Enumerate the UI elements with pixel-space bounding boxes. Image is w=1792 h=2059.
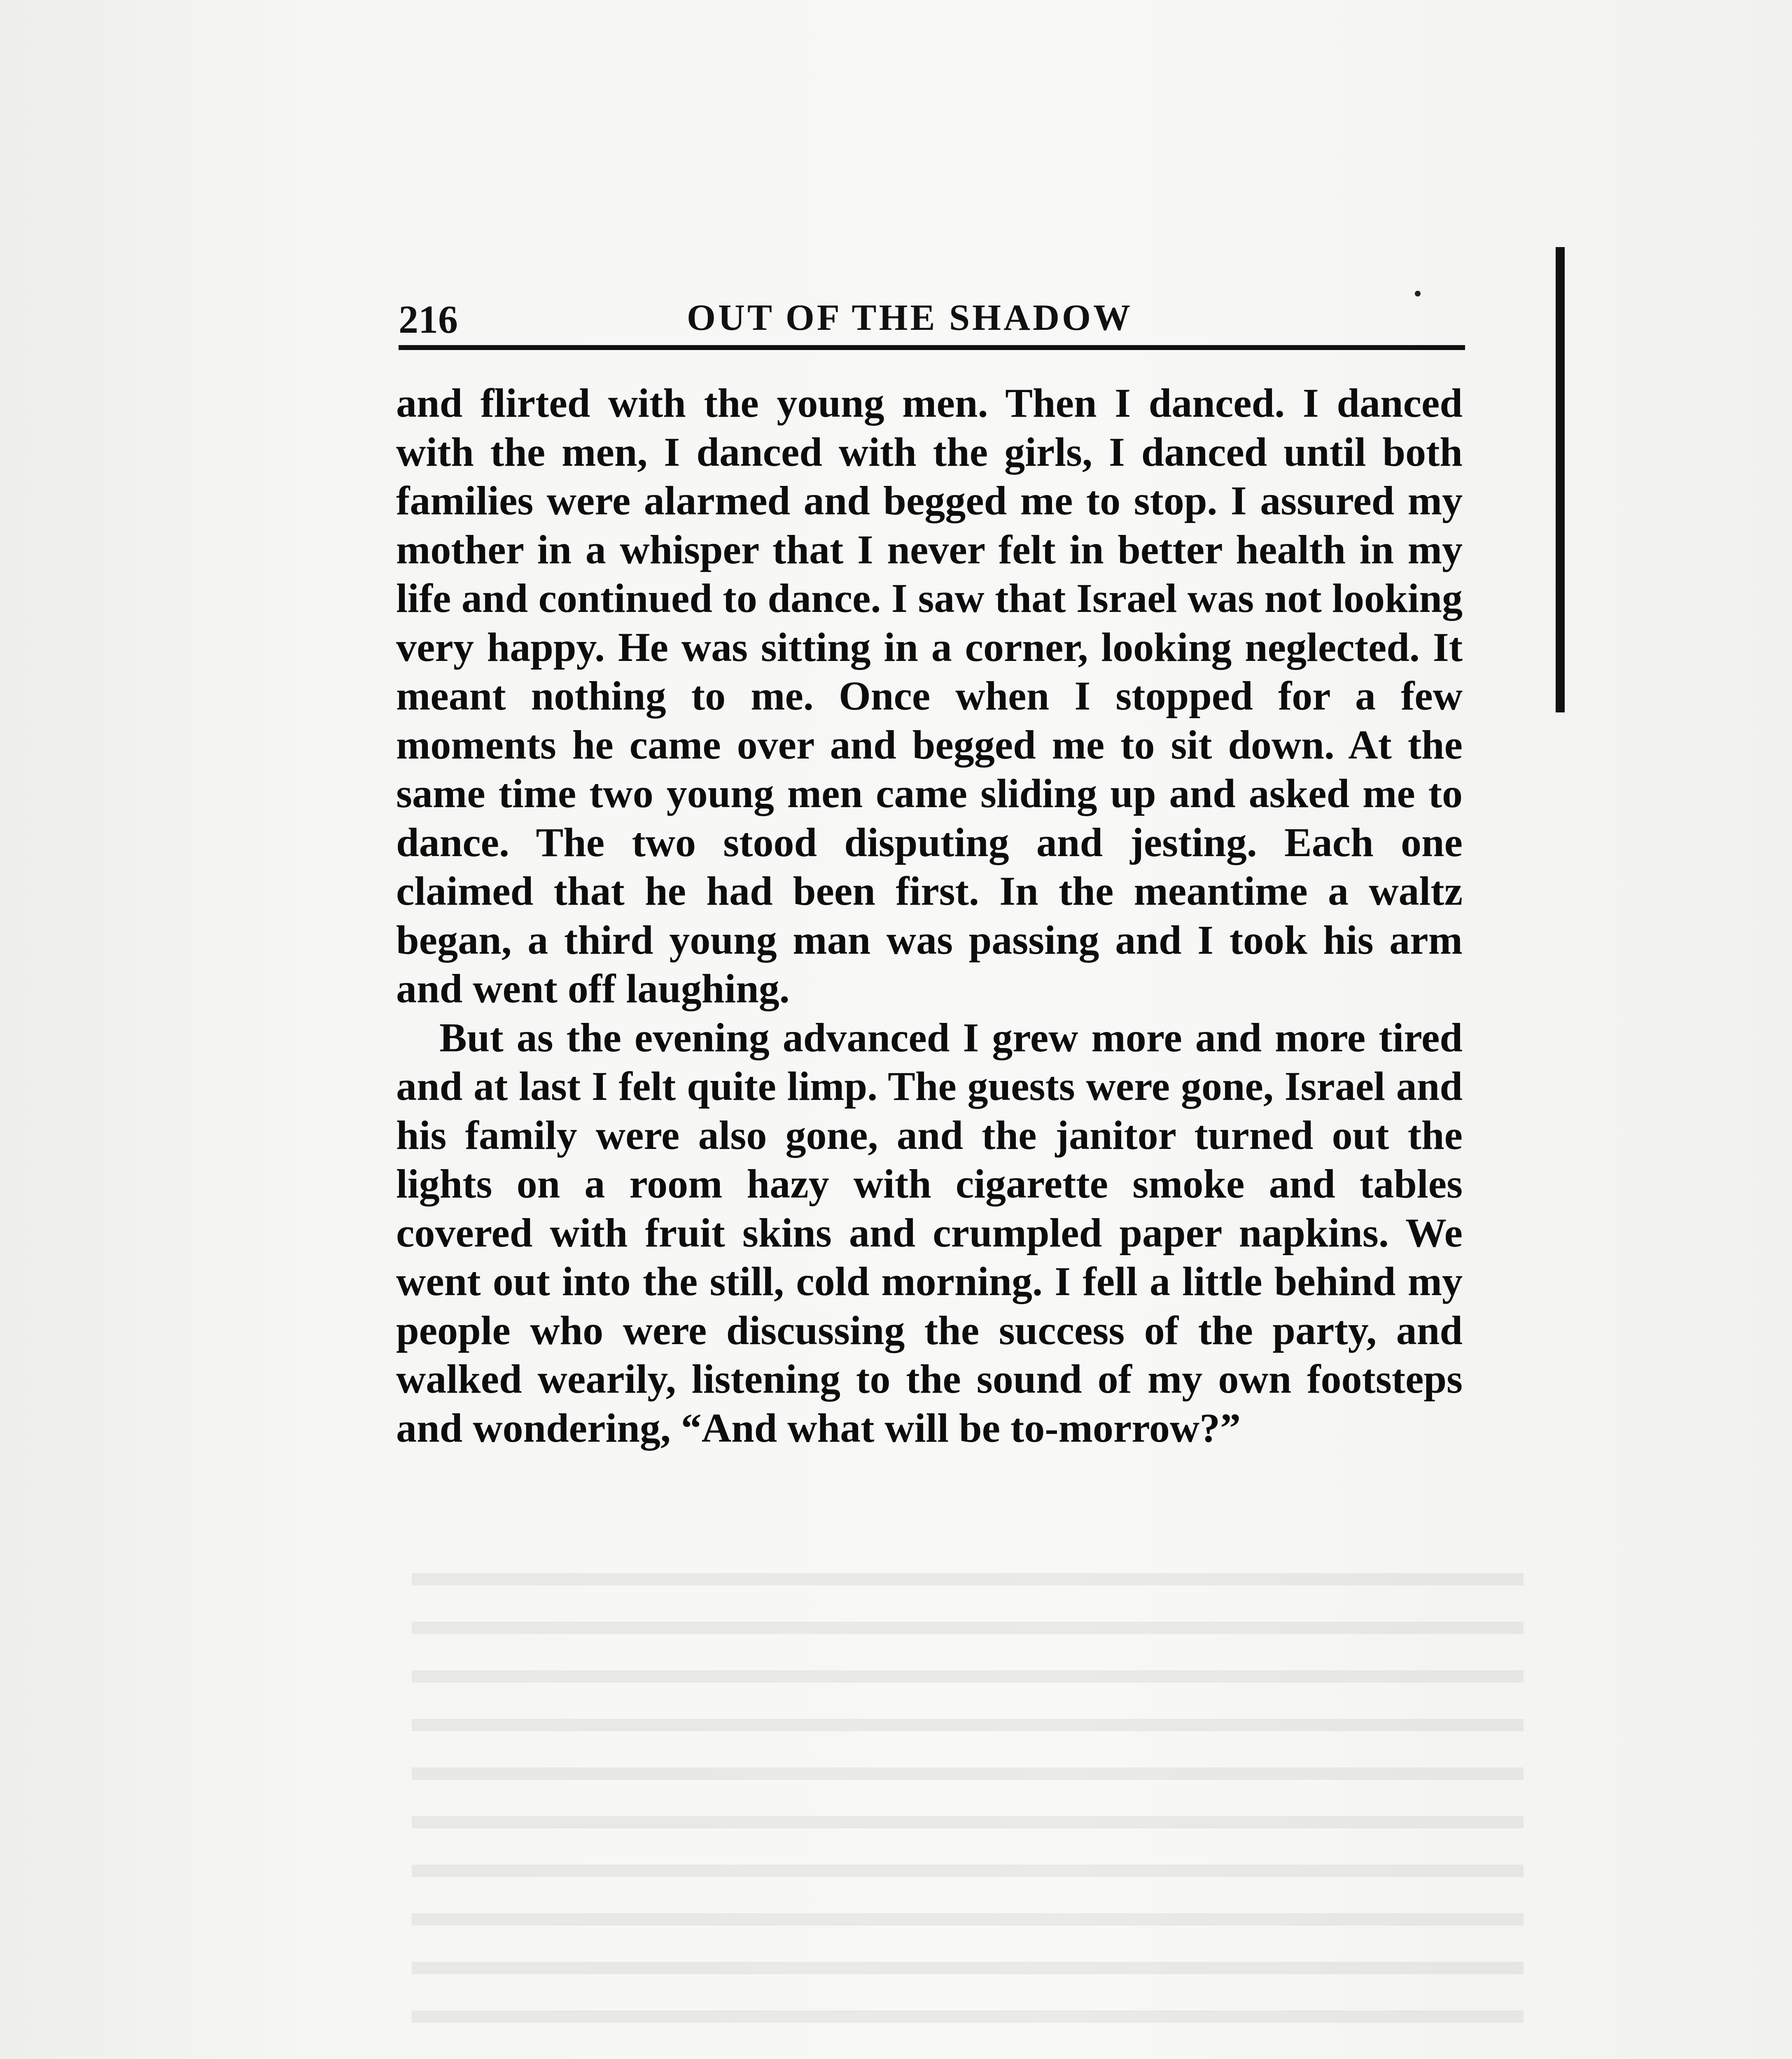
body-text [396,379,1463,1452]
running-title: OUT OF THE SHADOW [687,297,1133,338]
paragraph-1: and flirted with the young men. Then I danced. I danced with the men, I danced with the girls, I danced until both families were alarmed and begged me to stop. I assured my mother in a whisper that I never felt in better health in my life and continued to dance. I saw that Israel was not looking very happy. He was sitting in a corner, looking neglected. It meant nothing to me. Once when I stopped for a few moments he came over and begged me to sit down. At the same time two young men came sliding up and asked me to dance. The two stood disputing and jesting. Each one claimed that he had been first. In the meantime a waltz began, a third young man was passing and I took his arm and went off laughing. [396,380,1463,1011]
page-header [399,284,1465,346]
bleed-through-texture [412,1544,1524,2038]
paragraph-2: But as the evening advanced I grew more and more tired and at last I felt quite limp. The guests were gone, Israel and his family were also gone, and the janitor turned out the lights on a room hazy with cigarette smoke and tables covered with fruit skins and crumpled paper napkins. We went out into the still, cold morning. I fell a little behind my people who were discussing the success of the party, and walked wearily, listening to the sound of my own footsteps and wondering, “And what will be to-morrow?” [396,1014,1463,1451]
page-number: 216 [399,297,458,341]
page-edge-bar [1556,247,1565,712]
header-rule [399,345,1465,350]
